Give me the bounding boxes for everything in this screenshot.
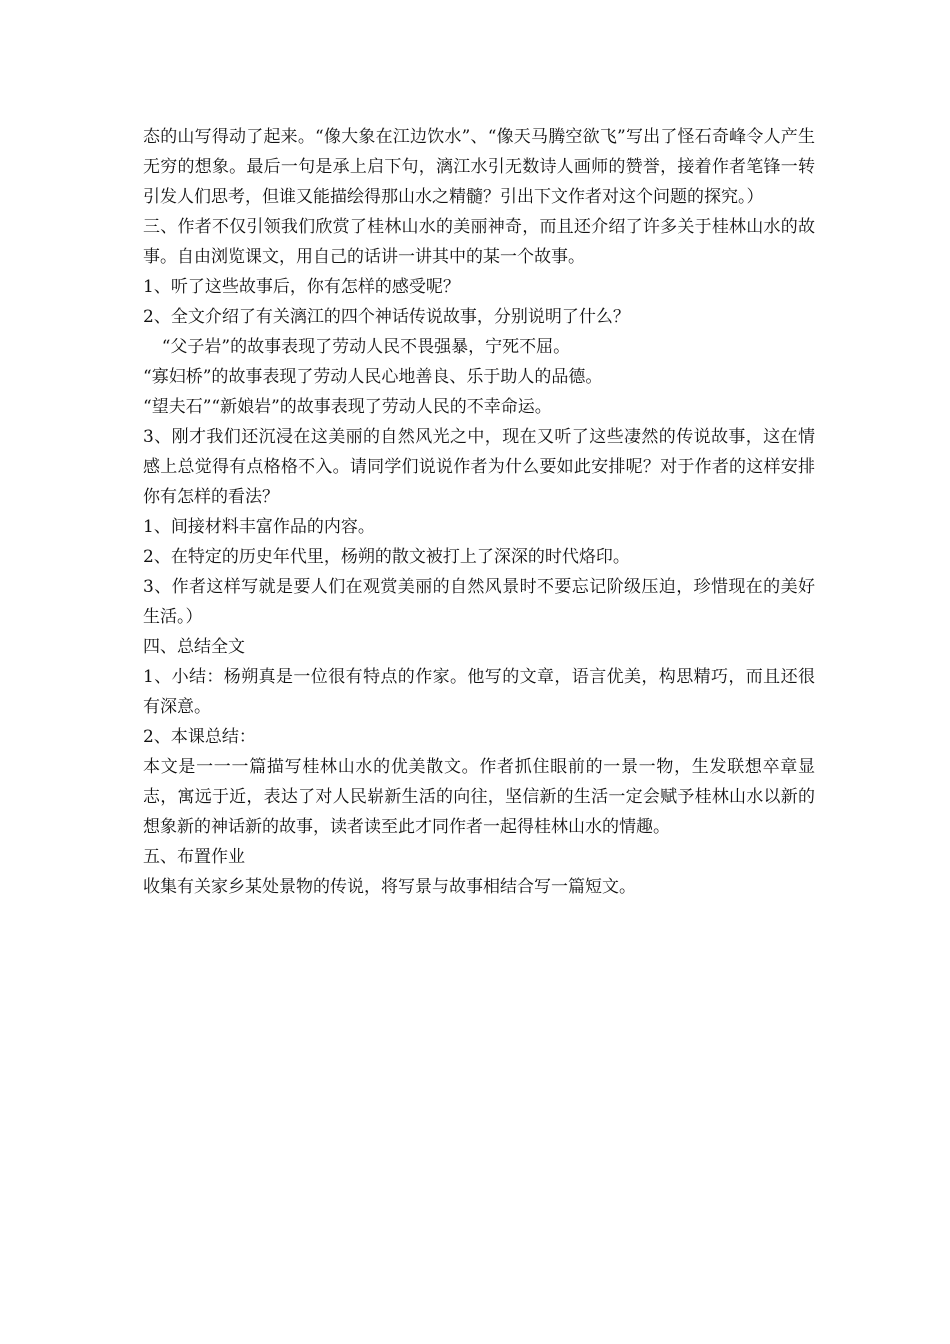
paragraph-analysis-end: 态的山写得动了起来。“像大象在江边饮水”、“像天马腾空欲飞”写出了怪石奇峰令人产生无穷的想象。最后一句是承上启下句，漓江水引无数诗人画师的赞誉，接着作者笔锋一转引发人们思考，但谁又能描绘得那山水之精髓？引出下文作者对这个问题的探究。） (143, 127, 815, 207)
section-4-heading: 四、总结全文 (143, 637, 245, 657)
question-2: 2、全文介绍了有关漓江的四个神话传说故事，分别说明了什么？ (143, 307, 630, 327)
summary-item-1: 1、小结：杨朔真是一位很有特点的作家。他写的文章，语言优美，构思精巧，而且还很有深意。 (143, 667, 815, 717)
story-wangfushi: “望夫石”“新娘岩”的故事表现了劳动人民的不幸命运。 (143, 397, 552, 417)
story-fuziyan: “父子岩”的故事表现了劳动人民不畏强暴，宁死不屈。 (161, 337, 571, 357)
story-guafuqiao: “寡妇桥”的故事表现了劳动人民心地善良、乐于助人的品德。 (143, 367, 603, 387)
summary-body: 本文是一一一篇描写桂林山水的优美散文。作者抓住眼前的一景一物，生发联想卒章显志，寓远于近，表达了对人民崭新生活的向往，坚信新的生活一定会赋予桂林山水以新的想象新的神话新的故事，读者读至此才同作者一起得桂林山水的情趣。 (143, 757, 815, 837)
answer-2: 2、在特定的历史年代里，杨朔的散文被打上了深深的时代烙印。 (143, 547, 630, 567)
homework-text: 收集有关家乡某处景物的传说，将写景与故事相结合写一篇短文。 (143, 877, 636, 897)
question-1: 1、听了这些故事后，你有怎样的感受呢？ (143, 277, 460, 297)
section-3-heading: 三、作者不仅引领我们欣赏了桂林山水的美丽神奇，而且还介绍了许多关于桂林山水的故事。自由浏览课文，用自己的话讲一讲其中的某一个故事。 (143, 217, 815, 267)
summary-item-2: 2、本课总结： (143, 727, 256, 747)
section-5-heading: 五、布置作业 (143, 847, 245, 867)
answer-3: 3、作者这样写就是要人们在观赏美丽的自然风景时不要忘记阶级压迫，珍惜现在的美好生活。） (143, 577, 815, 627)
question-3: 3、刚才我们还沉浸在这美丽的自然风光之中，现在又听了这些凄然的传说故事，这在情感上总觉得有点格格不入。请同学们说说作者为什么要如此安排呢？对于作者的这样安排你有怎样的看法？ (143, 427, 815, 507)
answer-1: 1、间接材料丰富作品的内容。 (143, 517, 375, 537)
document-body (143, 122, 815, 902)
